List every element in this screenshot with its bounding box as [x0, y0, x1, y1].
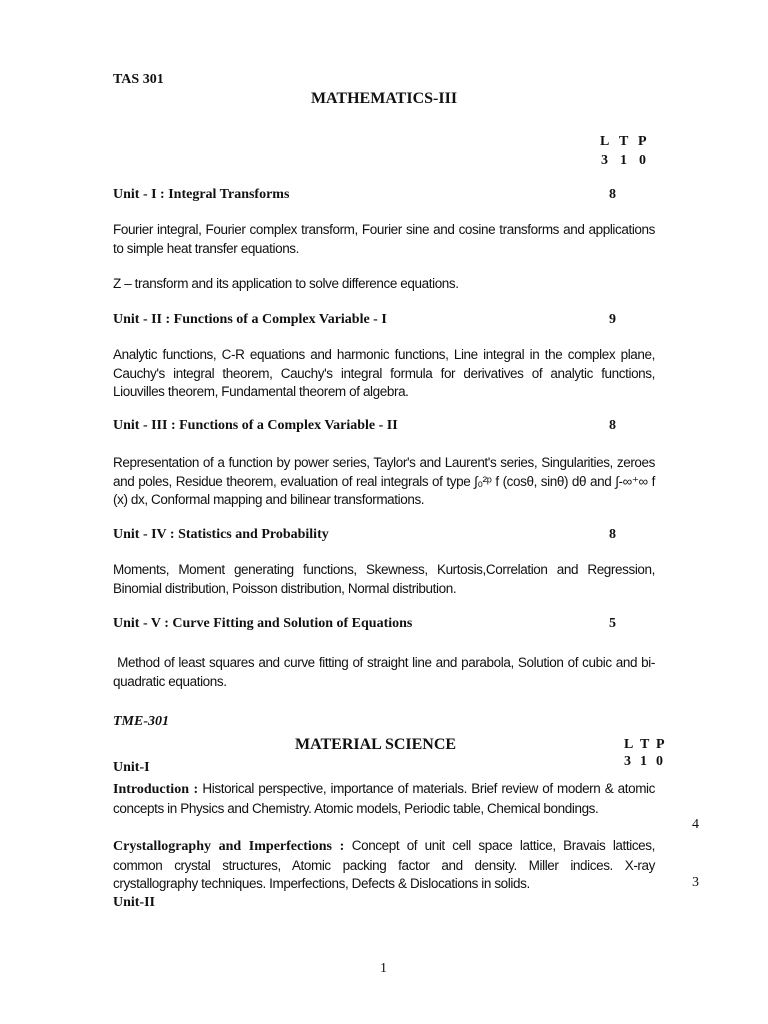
- unit-description: Method of least squares and curve fitting of straight line and parabola, Solution of cubic and bi-quadratic equations.: [113, 655, 655, 689]
- topic-text: Historical perspective, importance of materials. Brief review of modern & atomic concepts in Physics and Chemistry. Atomic models, Periodic table, Chemical bondings.: [113, 781, 655, 816]
- unit-heading: Unit - I : Integral Transforms: [113, 187, 290, 202]
- page-number: 1: [380, 961, 387, 976]
- unit-hours: 5: [609, 616, 616, 631]
- course-title: [0, 90, 768, 108]
- ltp-header: [624, 737, 672, 753]
- topic-heading: Crystallography and Imperfections :: [113, 839, 345, 854]
- course-code: TME-301: [113, 714, 169, 729]
- unit-description: Analytic functions, C-R equations and harmonic functions, Line integral in the complex plane, Cauchy's integral theorem, Cauchy's integral formula for derivatives of analytic functions, Liouvilles theorem, Fundamental theorem of algebra.: [113, 347, 655, 399]
- topic-text: Concept of unit cell space lattice, Bravais lattices, common crystal structures, Atomic packing factor and density. Miller indices. X-ray crystallography techniques. Imperfections, Defects & Dislocations in solids.: [113, 838, 655, 891]
- ltp-l-value: 3: [624, 754, 631, 769]
- ltp-t: T: [640, 737, 650, 752]
- topic-paragraph: [113, 780, 655, 818]
- unit-description: Moments, Moment generating functions, Skewness, Kurtosis,Correlation and Regression, Binomial distribution, Poisson distribution, Normal distribution.: [113, 562, 655, 596]
- topic-heading: Introduction :: [113, 782, 199, 797]
- unit-description: Z – transform and its application to solve difference equations.: [113, 276, 459, 291]
- course-title-text: MATHEMATICS-III: [310, 90, 458, 107]
- unit-label: Unit-I: [113, 760, 150, 775]
- ltp-l: L: [600, 134, 610, 149]
- unit-hours: 8: [609, 527, 616, 542]
- unit-heading: Unit - V : Curve Fitting and Solution of Equations: [113, 616, 413, 631]
- course-code: TAS 301: [113, 72, 164, 87]
- course-title: MATERIAL SCIENCE: [295, 736, 457, 753]
- ltp-t-value: 1: [620, 153, 627, 168]
- ltp-t: T: [619, 134, 629, 149]
- unit-hours: 8: [609, 418, 616, 433]
- unit-hours: 9: [609, 312, 616, 327]
- ltp-l: L: [624, 737, 634, 752]
- unit-description: Fourier integral, Fourier complex transform, Fourier sine and cosine transforms and applications to simple heat transfer equations.: [113, 222, 655, 256]
- topic-hours: 4: [692, 817, 699, 832]
- ltp-l-value: 3: [601, 153, 608, 168]
- topic-paragraph: [113, 837, 655, 894]
- ltp-values: [601, 153, 658, 169]
- unit-description: Representation of a function by power series, Taylor's and Laurent's series, Singularities, zeroes and poles, Residue theorem, evaluation of real integrals of type ∫₀²ᵖ f (cosθ, sinθ) dθ and ∫-∞⁺∞ f (x) dx, Conformal mapping and bilinear transformations.: [113, 455, 655, 507]
- ltp-p-value: 0: [656, 754, 663, 769]
- ltp-values: [624, 754, 672, 770]
- ltp-p-value: 0: [639, 153, 646, 168]
- ltp-p: P: [656, 737, 665, 752]
- unit-heading: Unit - IV : Statistics and Probability: [113, 527, 329, 542]
- ltp-p: P: [638, 134, 647, 149]
- unit-heading: Unit - II : Functions of a Complex Variable - I: [113, 312, 387, 327]
- unit-hours: 8: [609, 187, 616, 202]
- unit-heading: Unit - III : Functions of a Complex Variable - II: [113, 418, 398, 433]
- unit-label: Unit-II: [113, 895, 156, 910]
- topic-hours: 3: [692, 875, 699, 890]
- ltp-header: [600, 134, 657, 150]
- ltp-t-value: 1: [640, 754, 647, 769]
